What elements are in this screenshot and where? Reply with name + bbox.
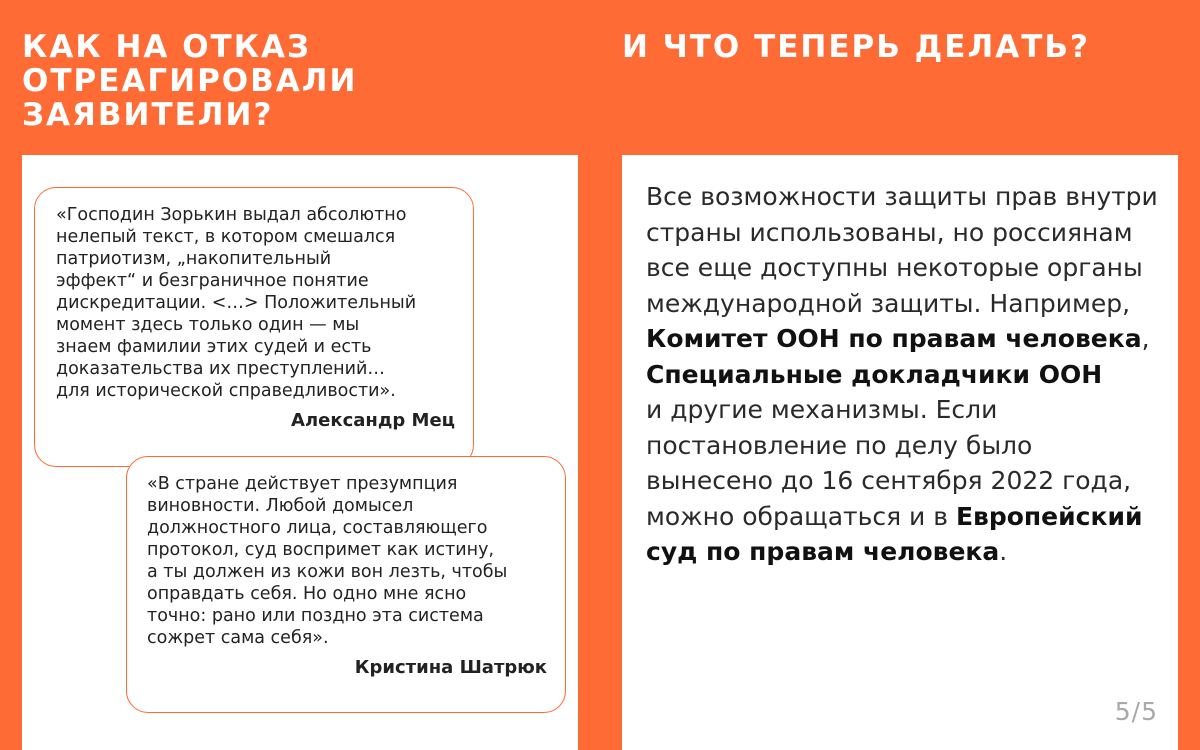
quote-line: протокол, суд воспримет как истину, [147,540,495,560]
quote-line: эффект“ и безграничное понятие [56,271,369,291]
quote-card [34,187,474,467]
quote-line: «Господин Зорькин выдал абсолютно [56,205,407,225]
quote-line: а ты должен из кожи вон лезть, чтобы [147,562,508,582]
info-panel [622,155,1178,750]
info-line [646,321,1166,357]
info-line: и другие механизмы. Если [646,395,998,424]
info-line: вынесено до 16 сентября 2022 года, [646,466,1132,495]
right-heading: И ЧТО ТЕПЕРЬ ДЕЛАТЬ? [622,29,1090,65]
quote-line: дискредитации. <…> Положительный [56,293,417,313]
quote-author: Кристина Шатрюк [354,657,547,678]
quote-text [147,473,547,649]
quote-author: Александр Мец [291,410,455,431]
un-rapporteurs-highlight: Специальные докладчики ООН [646,359,1103,389]
info-punctuation: , [1141,324,1150,353]
echr-highlight: суд по правам человека [646,537,1000,566]
quote-text [56,204,455,402]
quote-line: нелепый текст, в котором смешался [56,227,396,247]
info-line [646,534,1166,570]
quote-line: момент здесь только один — мы [56,315,360,335]
left-heading [22,30,442,132]
quote-line: для исторической справедливости». [56,381,396,401]
left-heading-line: КАК НА ОТКАЗ [22,29,312,65]
un-committee-highlight: Комитет ООН по правам человека [646,324,1142,353]
info-line: международной защиты. Например, [646,288,1131,318]
info-line: все еще доступны некоторые органы [646,253,1143,282]
echr-highlight: Европейский [955,501,1143,531]
info-line: Все возможности защиты прав внутри [646,182,1158,211]
quote-line: «В стране действует презумпция [147,474,458,494]
quote-line: точно: рано или поздно эта система [147,606,484,626]
quote-card [126,456,566,713]
quote-line: знаем фамилии этих судей и есть [56,337,372,357]
info-line: постановление по делу было [646,430,1033,460]
info-text [646,179,1166,570]
info-line [646,499,1166,535]
left-heading-line: ОТРЕАГИРОВАЛИ [22,63,358,99]
info-punctuation: . [999,537,1008,566]
info-line: страны использованы, но россиянам [646,217,1133,247]
quote-line: патриотизм, „накопительный [56,249,332,269]
quote-line: должностного лица, составляющего [147,518,488,538]
left-heading-line: ЗАЯВИТЕЛИ? [22,97,274,133]
quote-line: сожрет сама себя». [147,628,329,648]
quote-line: доказательства их преступлений… [56,359,385,379]
quote-line: оправдать себя. Но одно мне ясно [147,584,467,604]
info-line [646,357,1166,393]
page-indicator: 5/5 [1114,697,1158,726]
quotes-panel [22,155,578,750]
quote-line: виновности. Любой домысел [147,496,414,516]
info-fragment: можно обращаться и в [646,501,956,531]
